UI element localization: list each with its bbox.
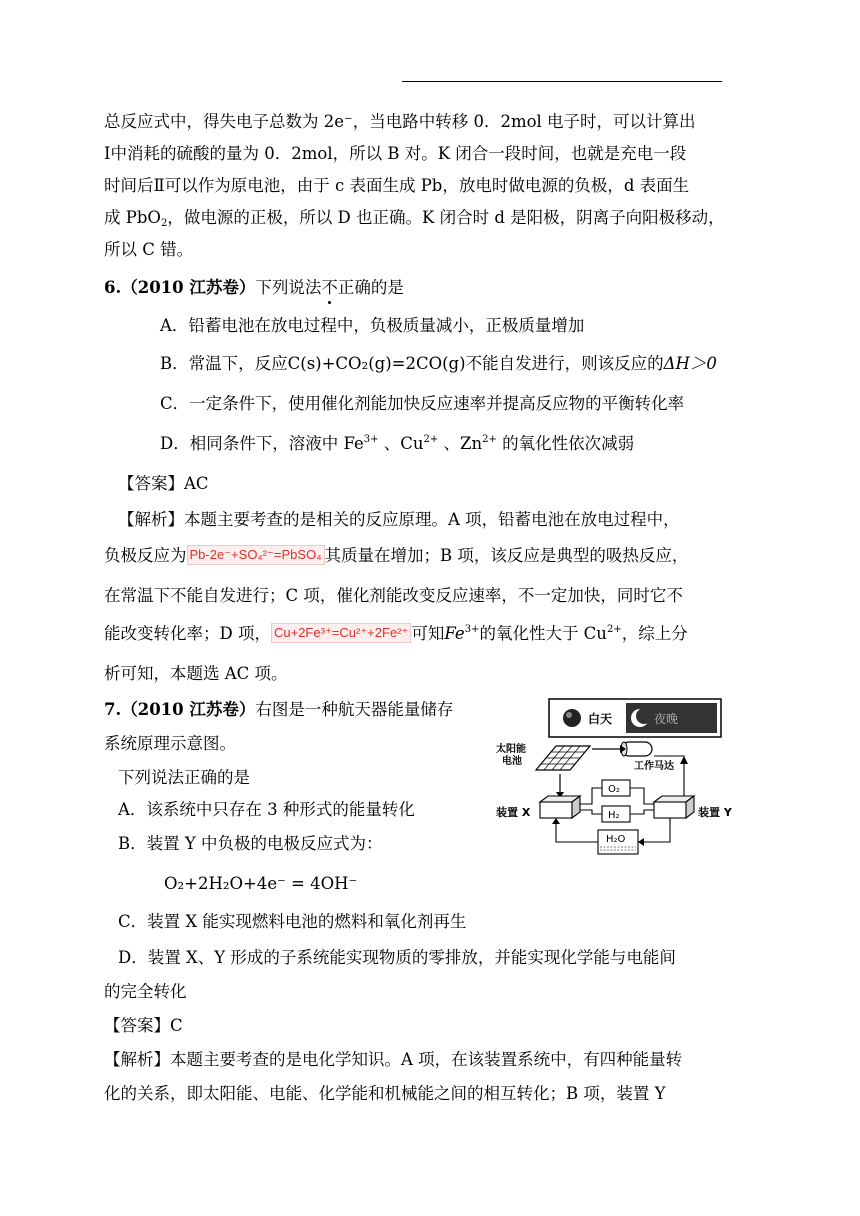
q6-stem-text: 下列说法 bbox=[255, 278, 322, 297]
q6-heading: 6.（2010 江苏卷） bbox=[104, 278, 256, 297]
q6-explanation-3: 在常温下不能自发进行；C 项，催化剂能改变反应速率，不一定加快，同时它不 bbox=[104, 586, 683, 605]
h2-label: H₂ bbox=[608, 810, 620, 821]
emphasis-char: 不 bbox=[321, 276, 338, 300]
q6-explanation-2 bbox=[104, 544, 688, 568]
moon-shadow-icon bbox=[636, 708, 652, 724]
superscript: 3+ bbox=[363, 434, 379, 445]
day-label: 白天 bbox=[588, 712, 613, 726]
header-rule bbox=[402, 81, 722, 82]
solar-label-2: 电池 bbox=[502, 756, 522, 767]
device-x-box bbox=[540, 796, 580, 818]
q7-heading: 7.（2010 江苏卷） bbox=[104, 700, 256, 719]
q6-answer: 【答案】AC bbox=[118, 474, 209, 493]
o2-label: O₂ bbox=[608, 784, 620, 795]
q7-stem-text: 右图是一种航天器能量储存 bbox=[255, 700, 454, 719]
q6-explanation-4 bbox=[104, 622, 688, 646]
q7-option-c: C．装置 X 能实现燃料电池的燃料和氧化剂再生 bbox=[118, 912, 467, 931]
explanation-text: 能改变转化率；D 项， bbox=[104, 624, 271, 643]
superscript: 3+ bbox=[464, 624, 480, 635]
q6-stem bbox=[104, 276, 404, 300]
intro-line-2: Ⅰ中消耗的硫酸的量为 0．2mol，所以 B 对。K 闭合一段时间，也就是充电一段 bbox=[104, 144, 687, 163]
intro-line-4 bbox=[104, 206, 725, 230]
energy-storage-diagram bbox=[494, 694, 739, 879]
reaction-equation: C(s)+CO₂(g)=2CO(g) bbox=[287, 354, 466, 373]
intro-line-5: 所以 C 错。 bbox=[104, 240, 194, 259]
delta-h: ΔH＞0 bbox=[663, 354, 717, 373]
solar-panel-icon bbox=[536, 746, 590, 770]
sun-icon bbox=[563, 709, 581, 727]
q7-option-d-1: D．装置 X、Y 形成的子系统能实现物质的零排放，并能实现化学能与电能间 bbox=[118, 948, 676, 967]
fe-symbol: Fe bbox=[444, 624, 465, 643]
device-x-label: 装置 X bbox=[496, 806, 531, 819]
q7-option-a: A．该系统中只存在 3 种形式的能量转化 bbox=[118, 800, 415, 819]
intro-text: 成 PbO bbox=[104, 208, 161, 227]
option-text: 、Zn bbox=[438, 434, 483, 453]
red-formula-cu-fe: Cu+2Fe³⁺=Cu²⁺+2Fe²⁺ bbox=[271, 623, 411, 643]
q7-explanation-1: 【解析】本题主要考查的是电化学知识。A 项，在该装置系统中，有四种能量转 bbox=[104, 1050, 683, 1069]
intro-line-3: 时间后Ⅱ可以作为原电池，由于 c 表面生成 Pb，放电时做电源的负极，d 表面生 bbox=[104, 176, 690, 195]
red-formula-pbso4: Pb-2e⁻+SO₄²⁻=PbSO₄ bbox=[187, 545, 325, 565]
q7-explanation-2: 化的关系，即太阳能、电能、化学能和机械能之间的相互转化；B 项，装置 Y bbox=[104, 1084, 666, 1103]
q7-stem-1 bbox=[104, 698, 453, 722]
solar-label-1: 太阳能 bbox=[496, 744, 526, 755]
night-label: 夜晚 bbox=[654, 712, 679, 726]
option-text: 的氧化性依次减弱 bbox=[496, 434, 635, 453]
explanation-text: 其质量在增加；B 项，该反应是典型的吸热反应， bbox=[324, 546, 689, 565]
explanation-text: 的氧化性大于 Cu bbox=[479, 624, 607, 643]
q7-option-d-2: 的完全转化 bbox=[104, 982, 187, 1001]
sun-highlight-icon bbox=[566, 712, 572, 718]
intro-line-1: 总反应式中，得失电子总数为 2e⁻，当电路中转移 0．2mol 电子时，可以计算出 bbox=[104, 112, 696, 131]
q7-option-b: B．装置 Y 中负极的电极反应式为： bbox=[118, 834, 383, 853]
superscript: 2+ bbox=[482, 434, 497, 445]
device-y-box bbox=[654, 796, 694, 818]
motor-label: 工作马达 bbox=[634, 761, 674, 772]
q6-option-c: C．一定条件下，使用催化剂能加快反应速率并提高反应物的平衡转化率 bbox=[160, 394, 685, 413]
q7-stem-2: 系统原理示意图。 bbox=[104, 734, 236, 753]
q7-option-b-equation: O₂+2H₂O+4e⁻ = 4OH⁻ bbox=[164, 874, 358, 893]
q6-explanation-5: 析可知，本题选 AC 项。 bbox=[104, 664, 288, 683]
option-text: D．相同条件下，溶液中 Fe bbox=[160, 434, 364, 453]
explanation-text: 负极反应为 bbox=[104, 546, 187, 565]
intro-text: ，做电源的正极，所以 D 也正确。K 闭合时 d 是阳极，阴离子向阳极移动， bbox=[167, 208, 725, 227]
option-text: 、Cu bbox=[378, 434, 424, 453]
q6-option-b bbox=[160, 352, 717, 376]
q7-stem-3: 下列说法正确的是 bbox=[118, 768, 250, 787]
q7-answer: 【答案】C bbox=[104, 1016, 183, 1035]
h2o-label: H₂O bbox=[606, 834, 626, 845]
device-y-label: 装置 Y bbox=[698, 806, 732, 819]
q6-explanation-1: 【解析】本题主要考查的是相关的反应原理。A 项，铅蓄电池在放电过程中， bbox=[118, 510, 680, 529]
superscript: 2+ bbox=[423, 434, 439, 445]
q6-stem-text: 正确的是 bbox=[337, 278, 404, 297]
explanation-text: 可知 bbox=[411, 624, 445, 643]
superscript: 2+ bbox=[606, 624, 622, 635]
q6-option-d bbox=[160, 432, 634, 456]
q6-option-a: A．铅蓄电池在放电过程中，负极质量减小，正极质量增加 bbox=[160, 316, 585, 335]
option-text: 不能自发进行，则该反应的 bbox=[465, 354, 664, 373]
option-text: B．常温下，反应 bbox=[160, 354, 288, 373]
subscript: 2 bbox=[160, 218, 168, 229]
explanation-text: ，综上分 bbox=[621, 624, 688, 643]
